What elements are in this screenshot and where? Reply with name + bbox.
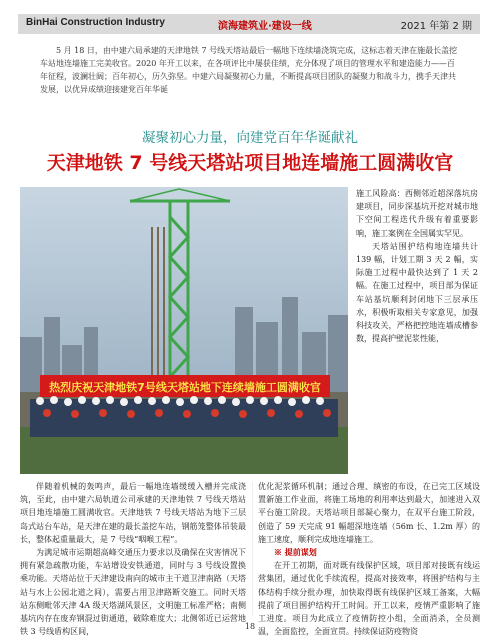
banner-text: 热烈庆祝天津地铁7号线天塔站地下连续墙施工圆满收官: [49, 381, 321, 394]
construction-site-photo: [20, 187, 348, 474]
page-number: 18: [244, 622, 256, 631]
celebration-banner: [40, 375, 330, 397]
intro-paragraph: 5 月 18 日，由中建六局承建的天津地铁 7 号线天塔站最后一幅地下连续墙浇筑完成，这标志着天津在施最长盖挖车站地连墙施工完美收官。2020 年开工以来，在各项评比中屡获佳绩，充分体现了项目的管理水平和建造能力——百年征程，波澜壮阔；百年初心，历久弥坚。中建六局凝聚初心力量，不断提高项目团队的凝聚力和战斗力，携手天津共发展，以优异成绩迎接建党百年华诞: [40, 46, 458, 94]
section-heading: ※ 提前谋划: [274, 547, 317, 558]
right-paragraph-2: 天塔站围护结构地连墙共计 139 幅，计划工期 3 天 2 幅，实际施工过程中最快达到了 1 天 2 幅。在施工过程中，项目部为保证车站基坑顺利封闭地下三层承压水，积极听取相关专家意见，加强科技攻关，严格把控地连墙成槽参数，提高护壁泥浆性能，: [356, 241, 478, 344]
left-paragraph-1: 伴随着机械的轰鸣声，最后一幅地连墙缓缓入槽并完成浇筑，至此，由中建六局轨道公司承建的天津地铁 7 号线天塔站项目地连墙施工圆满收官。天津地铁 7 号线天塔站为地下三层岛式站台车站，是天津在建的最长盖挖车站，钢筋笼整体吊装最长，整体起重量最大，是 7 号线“咽喉工程”。: [20, 482, 246, 544]
column-divider: [252, 482, 253, 616]
workers-crowd: [30, 396, 338, 437]
right-bottom-paragraph-1: 优化泥浆循环机制；通过合理、缜密的布设，在已完工区域设置新施工作业面，将施工场地的利用率达到最大，加速进入双平台施工阶段。天塔站项目部凝心聚力，在双平台施工阶段，创造了 59 天完成 91 幅超深地连墙（56m 长、1.2m 厚）的施工速度，顺利完成地连墙施工。: [258, 482, 480, 544]
left-column-text: [20, 480, 246, 638]
left-paragraph-2: 为满足城市运期超高峰交通压力要求以及确保在灾害情况下拥有紧急疏散功能，车站增设安铁通道，同时与 3 号线设置换乘功能。天塔站位于天津建设南向的城市主干道卫津南路（天塔站与水上公园北道之间），需要占用卫津路断交施工。同时天塔站东侧毗邻天津 4A 级天塔湖风景区，文明施工标准严格；南侧基坑内存在废弃钢混过街通道，破除难度大；北侧邻近已运营地铁 3 号线盾构区间，: [20, 548, 246, 637]
right-bottom-paragraph-2: 在开工初期，面对既有线保护区域，项目部对接既有线运营集团，通过优化手续流程，提高对接效率，将围护结构与主体结构手续分批办理，加快取得既有线保护区域工备案，大幅提前了项目围护结构开工时间。开工以来，疫情严重影响了施工进度。项目为此成立了疫情防控小组，全面消杀，全员测温，全面监控，全面宣贯。持续保证防疫物资: [258, 561, 480, 637]
article-title: 天津地铁 7 号线天塔站项目地连墙施工圆满收官: [46, 152, 454, 174]
page-header: [18, 14, 480, 34]
right-bottom-text: [258, 480, 480, 638]
article-subtitle: 凝聚初心力量，向建党百年华诞献礼: [142, 130, 358, 146]
section-name: 滨海建筑业·建设一线: [218, 21, 312, 32]
issue-number: 2021 年第 2 期: [400, 21, 472, 32]
publication-name: BinHai Construction Industry: [26, 17, 165, 28]
right-paragraph-1: 施工风险高：西侧邻近超深落坑房建项目，同步深基坑开挖对城市地下空间工程迭代升级有着重要影响，施工案例在全国属实罕见。: [356, 189, 478, 238]
right-column-text: [356, 187, 478, 345]
